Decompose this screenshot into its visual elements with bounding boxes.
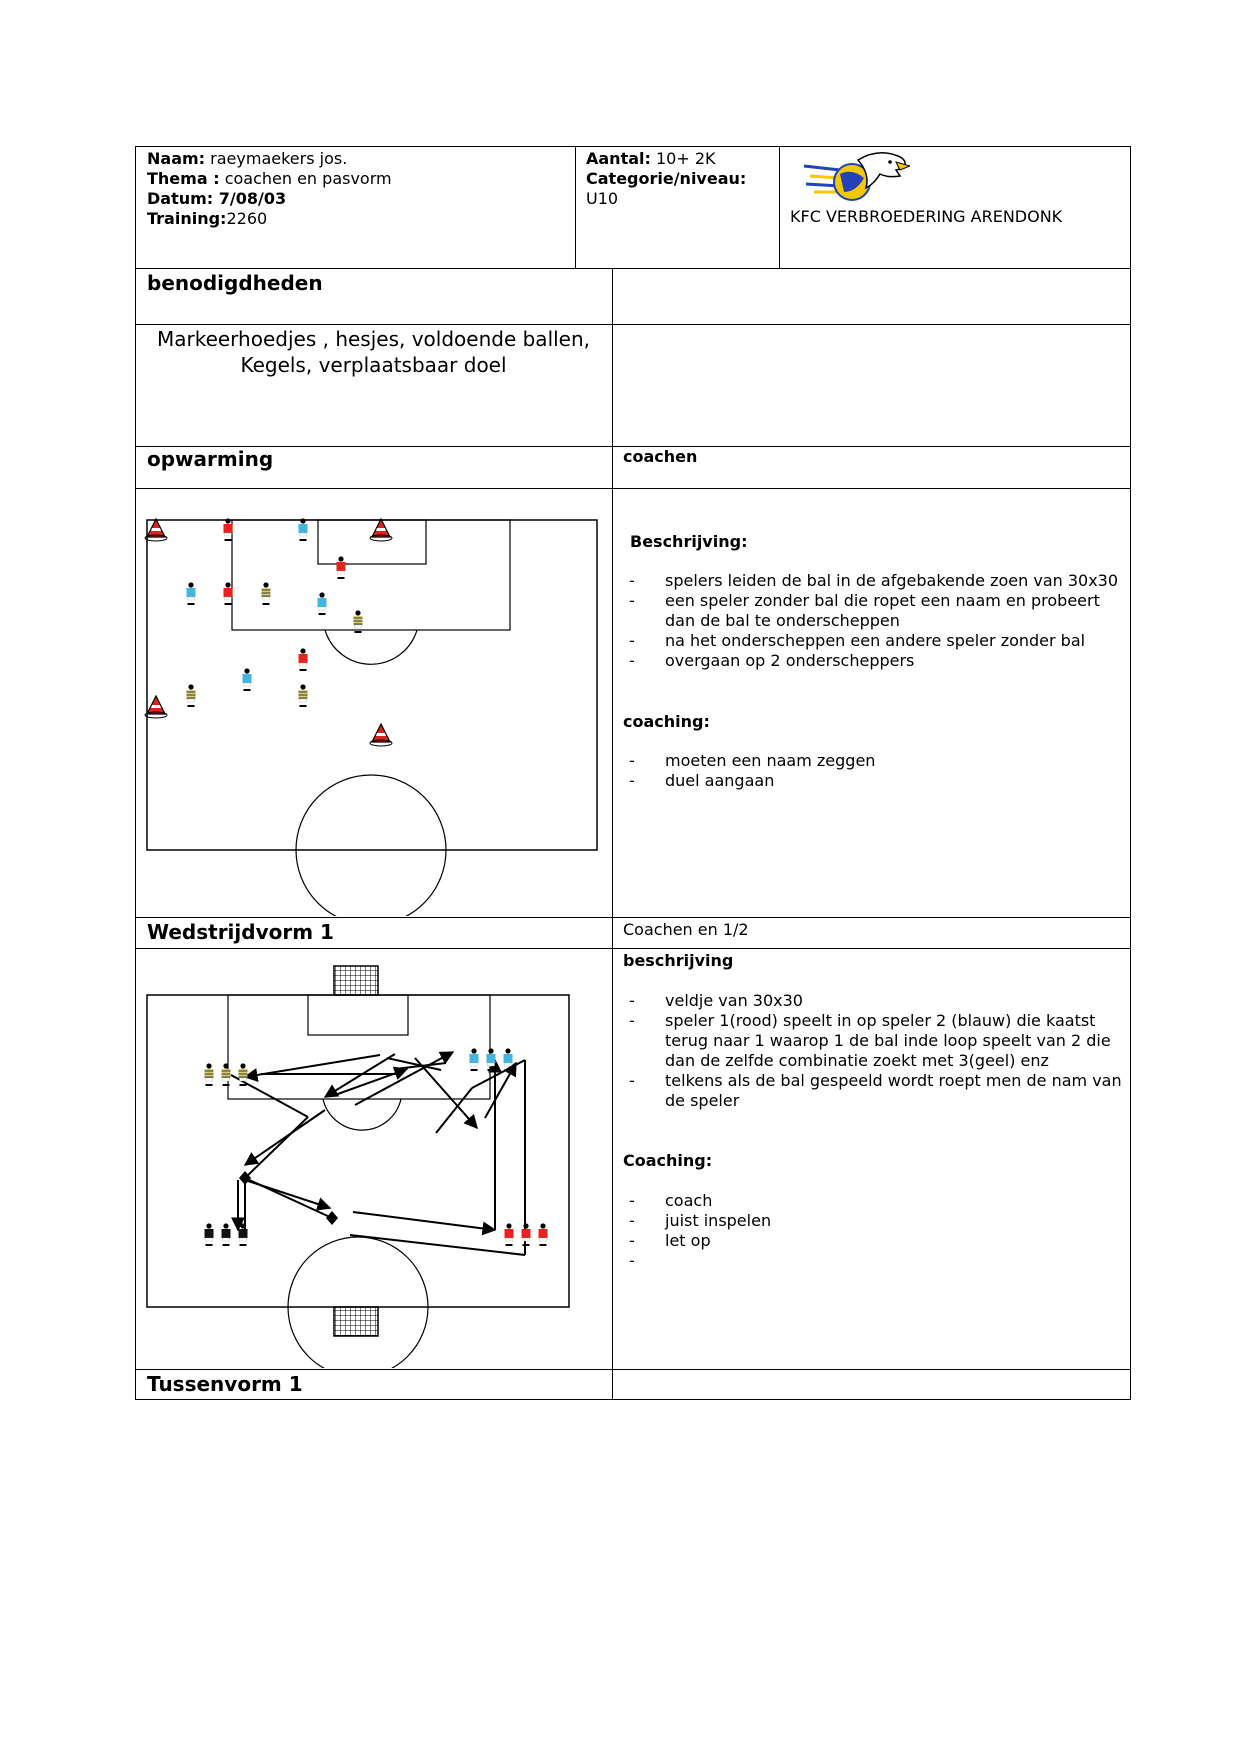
wedstrijdvorm-beschrijving-label: beschrijving xyxy=(623,951,734,970)
aantal-value: 10+ 2K xyxy=(656,149,716,168)
wedstrijdvorm-heading: Wedstrijdvorm 1 xyxy=(147,920,334,944)
aantal-label: Aantal: xyxy=(586,149,651,168)
player-red-icon xyxy=(224,518,233,541)
row-divider xyxy=(135,268,1131,269)
row-divider xyxy=(135,1369,1131,1370)
row-divider xyxy=(135,324,1131,325)
player-blue-icon xyxy=(243,668,252,691)
wedstrijdvorm-coaching-list xyxy=(623,1191,1123,1251)
player-red-icon xyxy=(539,1223,548,1246)
list-item: - duel aangaan xyxy=(623,771,1123,791)
list-item: - een speler zonder bal die ropet een naam en probeert dan de bal te onderscheppen xyxy=(623,591,1123,631)
player-red-icon xyxy=(337,556,346,579)
categorie-value: U10 xyxy=(586,189,619,208)
wedstrijdvorm-coachen-heading: Coachen en 1/2 xyxy=(623,920,749,939)
list-item: - spelers leiden de bal in de afgebakende zoen van 30x30 xyxy=(623,571,1123,591)
penalty-arc xyxy=(323,1099,401,1130)
cone-icon xyxy=(145,519,167,541)
datum-line: Datum: 7/08/03 xyxy=(147,189,287,208)
player-yellow-icon xyxy=(299,684,308,707)
opwarming-beschrijving-list xyxy=(623,571,1123,671)
cone-icon xyxy=(370,519,392,541)
player-blue-icon xyxy=(318,592,327,615)
list-item: - let op xyxy=(623,1231,1123,1251)
opwarming-beschrijving-label: Beschrijving: xyxy=(630,532,748,551)
list-item: - speler 1(rood) speelt in op speler 2 (blauw) die kaatst terug naar 1 waarop 1 de bal inde loop speelt van 2 die dan de zelfde combinatie zoekt met 3(geel) enz xyxy=(623,1011,1123,1071)
center-circle xyxy=(288,1237,428,1368)
club-name: KFC VERBROEDERING ARENDONK xyxy=(790,207,1063,226)
list-item: - overgaan op 2 onderscheppers xyxy=(623,651,1123,671)
player-yellow-icon xyxy=(187,684,196,707)
player-black-icon xyxy=(222,1223,231,1246)
opwarming-coaching-list xyxy=(623,751,1123,791)
player-red-icon xyxy=(299,648,308,671)
passing-arrows xyxy=(231,1058,525,1255)
cone-icon xyxy=(145,696,167,718)
thema-value: coachen en pasvorm xyxy=(224,169,392,188)
warmup-pitch-diagram xyxy=(135,490,611,916)
row-divider xyxy=(135,917,1131,918)
player-red-icon xyxy=(505,1223,514,1246)
pitch-outline xyxy=(147,520,597,850)
benodigdheden-heading: benodigdheden xyxy=(147,271,323,295)
list-item: - coach xyxy=(623,1191,1123,1211)
training-value: 2260 xyxy=(226,209,268,228)
player-blue-icon xyxy=(470,1048,479,1071)
list-item: - na het onderscheppen een andere speler zonder bal xyxy=(623,631,1123,651)
pitch-outline xyxy=(147,995,569,1307)
list-item: - juist inspelen xyxy=(623,1211,1123,1231)
naam-label: Naam: xyxy=(147,149,206,168)
player-yellow-icon xyxy=(205,1063,214,1086)
list-item: - moeten een naam zeggen xyxy=(623,751,1123,771)
eagle-logo xyxy=(800,148,910,208)
goal-area xyxy=(318,520,426,564)
player-black-icon xyxy=(205,1223,214,1246)
opwarming-heading: opwarming xyxy=(147,447,274,471)
pass-arrows xyxy=(238,1052,516,1230)
penalty-area xyxy=(228,995,490,1099)
penalty-arc xyxy=(325,630,417,664)
thema-line xyxy=(147,169,392,189)
tussenvorm-heading: Tussenvorm 1 xyxy=(147,1372,303,1396)
wedstrijdvorm-beschrijving-list xyxy=(623,991,1123,1111)
player-red-icon xyxy=(224,582,233,605)
naam-line xyxy=(147,149,347,169)
goal-area xyxy=(308,995,408,1035)
thema-label: Thema : xyxy=(147,169,220,188)
categorie-label: Categorie/niveau: xyxy=(586,169,747,188)
header-col-divider xyxy=(575,146,576,268)
player-blue-icon xyxy=(187,582,196,605)
training-label: Training: xyxy=(147,209,227,228)
center-circle xyxy=(296,775,446,916)
cone-icon xyxy=(370,724,392,746)
goal-top-icon xyxy=(334,966,378,995)
match-form-diagram xyxy=(135,950,611,1368)
ball-marker-icon xyxy=(326,1211,338,1225)
header-col-divider xyxy=(779,146,780,268)
benodigdheden-line-2: Kegels, verplaatsbaar doel xyxy=(240,353,507,377)
row-divider xyxy=(135,488,1131,489)
player-blue-icon xyxy=(299,518,308,541)
naam-value: raeymaekers jos. xyxy=(210,149,348,168)
goal-bottom-icon xyxy=(334,1307,378,1336)
opwarming-coachen-heading: coachen xyxy=(623,447,698,466)
player-yellow-icon xyxy=(222,1063,231,1086)
training-line xyxy=(147,209,267,229)
benodigdheden-line-1: Markeerhoedjes , hesjes, voldoende ballen, xyxy=(156,327,591,351)
aantal-line xyxy=(586,149,716,169)
body-col-divider xyxy=(612,268,613,1400)
list-item: - veldje van 30x30 xyxy=(623,991,1123,1011)
player-yellow-icon xyxy=(262,582,271,605)
player-black-icon xyxy=(239,1223,248,1246)
list-item: - telkens als de bal gespeeld wordt roept men de nam van de speler xyxy=(623,1071,1123,1111)
row-divider xyxy=(135,948,1131,949)
wedstrijdvorm-coaching-label: Coaching: xyxy=(623,1151,713,1170)
opwarming-coaching-label: coaching: xyxy=(623,712,710,731)
